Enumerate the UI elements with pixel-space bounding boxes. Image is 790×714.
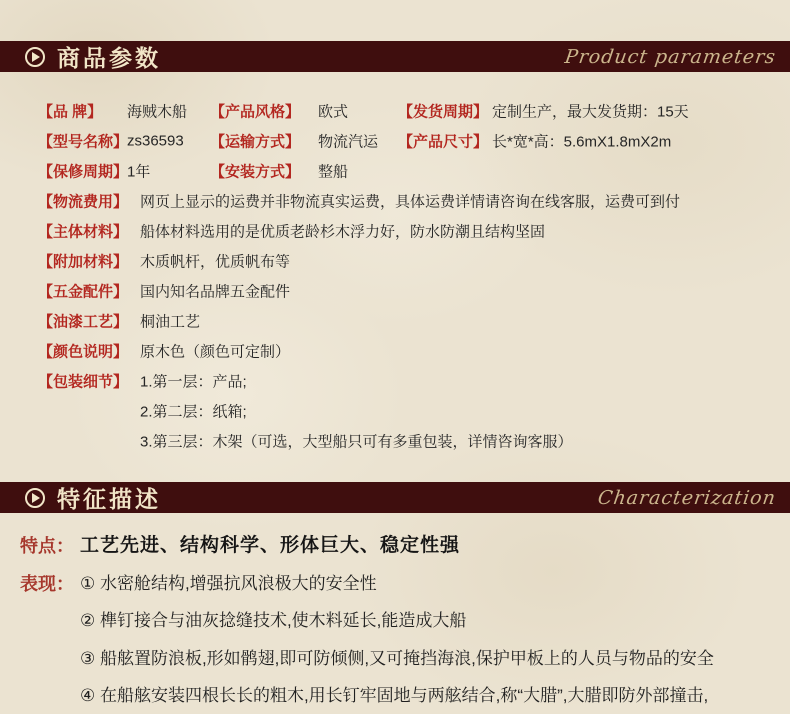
spec-label: 【产品尺寸】 (398, 133, 489, 151)
spec-label: 【发货周期】 (398, 103, 489, 121)
spec-value: 原木色（颜色可定制） (140, 343, 291, 361)
performance-item: ② 榫钉接合与油灰捻缝技术,使木料延长,能造成大船 (80, 611, 467, 630)
spec-row-shipping-fee (0, 186, 790, 216)
feature-point-label: 特点： (20, 536, 74, 556)
spec-label: 【产品风格】 (210, 103, 301, 121)
spec-value: 3.第三层：木架（可选，大型船只可有多重包装，详情咨询客服） (140, 433, 573, 451)
spec-label: 【物流费用】 (38, 193, 129, 211)
performance-line-2 (0, 607, 790, 635)
spec-value: 国内知名品牌五金配件 (140, 283, 291, 301)
arrow-circle-icon (25, 488, 45, 508)
spec-row-brand (0, 96, 790, 126)
spec-row-main-material (0, 216, 790, 246)
section-header-characteristics (0, 482, 790, 513)
play-arrow-icon (32, 52, 40, 62)
features-section (0, 513, 790, 710)
spec-value: 海贼木船 (127, 103, 188, 121)
section-title-product-parameters: 商品参数 (57, 46, 161, 71)
spec-row-color (0, 336, 790, 366)
spec-value: 2.第二层：纸箱; (140, 403, 247, 421)
performance-label: 表现： (20, 573, 74, 594)
spec-row-extra-material (0, 246, 790, 276)
section-header-product-parameters (0, 41, 790, 72)
spec-row-packaging-3 (0, 426, 790, 456)
spec-row-hardware (0, 276, 790, 306)
spec-value: 定制生产，最大发货期：15天 (492, 103, 689, 121)
spec-label: 【包装细节】 (38, 373, 129, 391)
spec-row-warranty (0, 156, 790, 186)
performance-line-1 (0, 570, 790, 598)
spec-label: 【安装方式】 (210, 163, 301, 181)
spec-value: 桐油工艺 (140, 313, 201, 331)
spec-label: 【型号名称】 (38, 133, 129, 151)
feature-point-line (0, 532, 790, 560)
performance-item: ③ 船舷置防浪板,形如鹘翅,即可防倾侧,又可掩挡海浪,保护甲板上的人员与物品的安全 (80, 648, 714, 668)
spec-list (0, 96, 790, 456)
performance-line-3 (0, 645, 790, 673)
spec-value: 1年 (127, 163, 151, 181)
performance-line-4 (0, 682, 790, 710)
spec-label: 【品 牌】 (38, 103, 103, 121)
spec-value: 1.第一层：产品; (140, 373, 247, 391)
spec-label: 【主体材料】 (38, 223, 129, 241)
spec-value: 木质帆杆，优质帆布等 (140, 253, 291, 271)
spec-label: 【五金配件】 (38, 283, 129, 301)
feature-point-value: 工艺先进、结构科学、形体巨大、稳定性强 (80, 535, 461, 556)
spec-label: 【保修周期】 (38, 163, 129, 181)
play-arrow-icon (32, 493, 40, 503)
spec-value: 网页上显示的运费并非物流真实运费，具体运费详情请咨询在线客服，运费可到付 (140, 193, 681, 211)
spec-row-packaging-1 (0, 366, 790, 396)
spec-value: 整船 (318, 163, 349, 181)
section-subtitle-script: Product parameters (563, 45, 778, 68)
performance-item: ① 水密舱结构,增强抗风浪极大的安全性 (80, 573, 377, 593)
spec-value: 欧式 (318, 103, 349, 121)
spec-label: 【运输方式】 (210, 133, 301, 151)
spec-value: 长*宽*高：5.6mX1.8mX2m (492, 133, 672, 151)
performance-item: ④ 在船舷安装四根长长的粗木,用长钉牢固地与两舷结合,称“大腊”,大腊即防外部撞击, (80, 686, 709, 705)
section-subtitle-script: Characterization (596, 486, 778, 509)
spec-label: 【油漆工艺】 (38, 313, 129, 331)
arrow-circle-icon (25, 47, 45, 67)
spec-label: 【附加材料】 (38, 253, 129, 271)
section-title-characteristics: 特征描述 (57, 487, 161, 512)
spec-row-paint (0, 306, 790, 336)
spec-value: 物流汽运 (318, 133, 379, 151)
spec-row-packaging-2 (0, 396, 790, 426)
spec-value: 船体材料选用的是优质老龄杉木浮力好，防水防潮且结构坚固 (140, 223, 546, 241)
spec-label: 【颜色说明】 (38, 343, 129, 361)
spec-row-model (0, 126, 790, 156)
spec-value: zs36593 (127, 132, 184, 150)
